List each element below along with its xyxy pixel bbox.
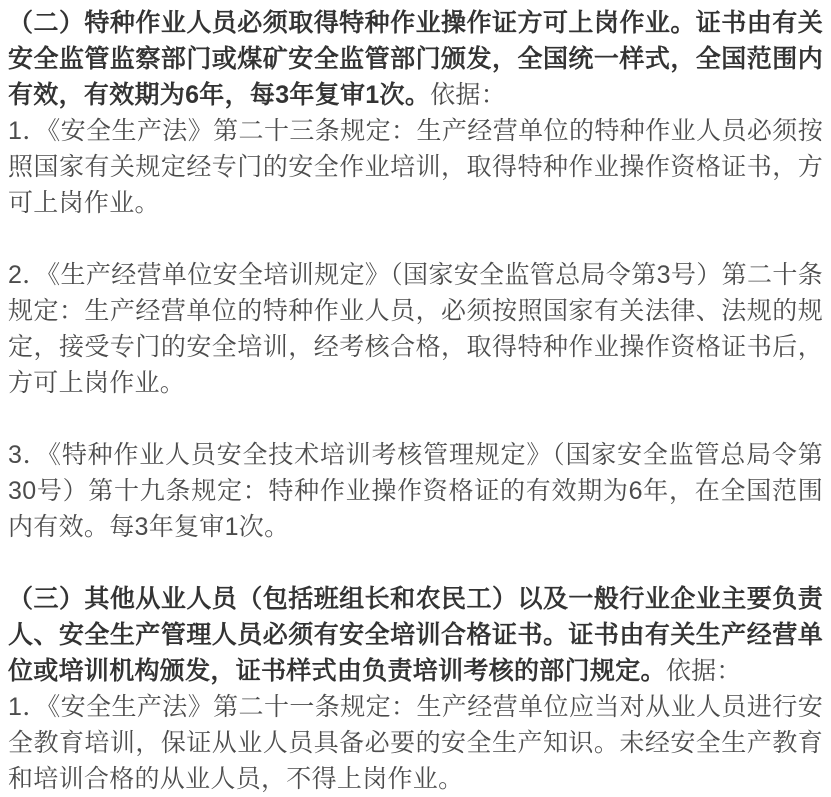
basis-label: 依据： [430, 81, 507, 109]
section-2-item-1-text: 1．《安全生产法》第二十三条规定：生产经营单位的特种作业人员必须按照国家有关规定经专门的安全作业培训，取得特种作业操作资格证书，方可上岗作业。 [8, 117, 823, 217]
section-3-heading [8, 581, 823, 689]
basis-label: 依据： [665, 657, 742, 685]
section-2-item-1 [8, 113, 823, 221]
section-3-heading-text: （三）其他从业人员（包括班组长和农民工）以及一般行业企业主要负责人、安全生产管理人员必须有安全培训合格证书。证书由有关生产经营单位或培训机构颁发，证书样式由负责培训考核的部门规定。 [8, 585, 823, 685]
section-2-item-2 [8, 257, 823, 401]
section-2-heading [8, 5, 823, 113]
section-3-item-1 [8, 689, 823, 797]
section-2-heading-text: （二）特种作业人员必须取得特种作业操作证方可上岗作业。证书由有关安全监管监察部门或煤矿安全监管部门颁发，全国统一样式，全国范围内有效，有效期为6年，每3年复审1次。 [8, 9, 823, 109]
section-2-item-2-text: 2．《生产经营单位安全培训规定》（国家安全监管总局令第3号）第二十条规定：生产经营单位的特种作业人员，必须按照国家有关法律、法规的规定，接受专门的安全培训，经考核合格，取得特种作业操作资格证书后，方可上岗作业。 [8, 261, 823, 397]
section-2-item-3-text: 3．《特种作业人员安全技术培训考核管理规定》（国家安全监管总局令第30号）第十九条规定：特种作业操作资格证的有效期为6年，在全国范围内有效。每3年复审1次。 [8, 441, 823, 541]
section-3-item-1-text: 1．《安全生产法》第二十一条规定：生产经营单位应当对从业人员进行安全教育培训，保证从业人员具备必要的安全生产知识。未经安全生产教育和培训合格的从业人员，不得上岗作业。 [8, 693, 823, 793]
section-2-item-3 [8, 437, 823, 545]
